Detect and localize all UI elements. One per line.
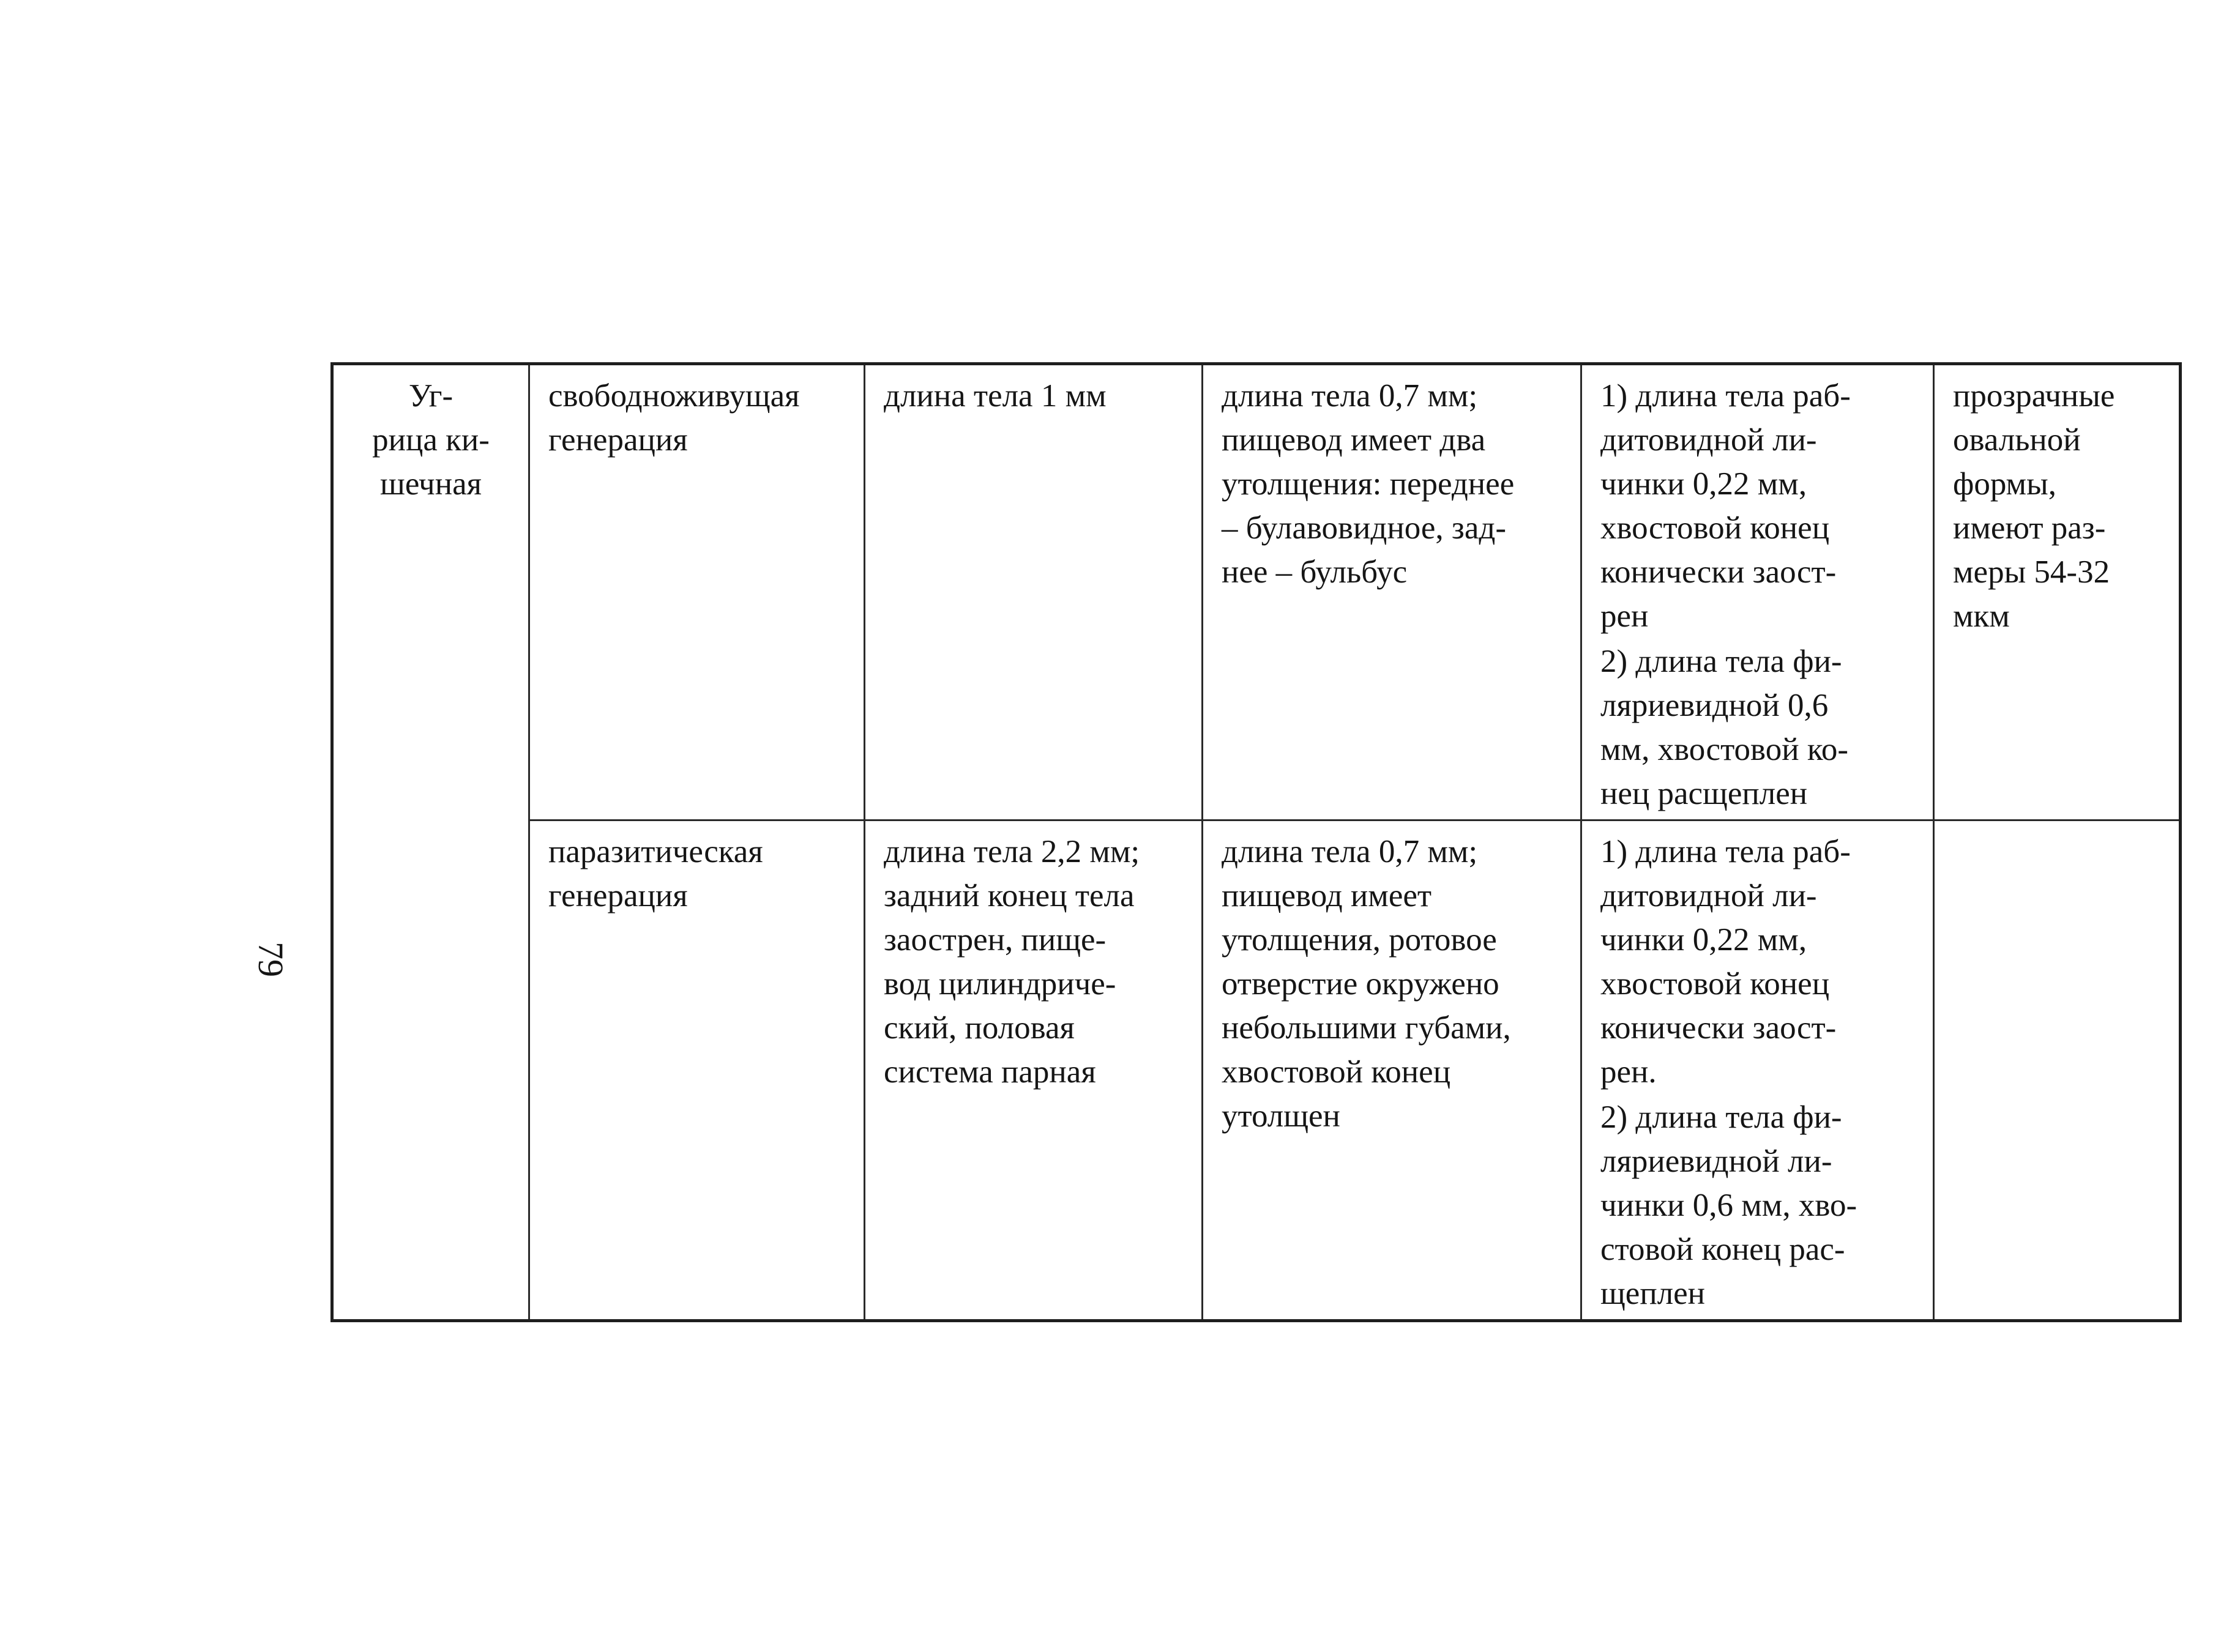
cell-text-line: небольшими губами, [1222,1010,1511,1046]
cell-text-line: длина тела 1 мм [884,378,1107,414]
cell-text-line: дитовидной ли- [1600,878,1817,913]
cell-text-line: хвостовой конец [1600,966,1830,1002]
female-description-cell [865,820,1203,1321]
cell-text-line: стовой конец рас- [1600,1232,1845,1267]
cell-text-line: отверстие окружено [1222,966,1499,1002]
cell-text-line: длина тела 0,7 мм; [1222,378,1478,414]
cell-text-line: имеют раз- [1953,510,2106,546]
female-description-cell [865,364,1203,820]
cell-text-line: пищевод имеет [1222,878,1432,913]
species-cell [332,364,529,1321]
cell-text-line: 2) длина тела фи- [1600,644,1842,679]
cell-text-line: хвостовой конец [1600,510,1830,546]
larvae-description-cell [1581,820,1934,1321]
cell-text-line: заострен, пище- [884,922,1107,958]
cell-text-line: конически заост- [1600,1010,1837,1046]
cell-text-line: 1) длина тела раб- [1600,834,1851,869]
species-name-line: Уг- [408,378,454,414]
larva-paragraph [1600,374,1922,638]
cell-text-line: длина тела 2,2 мм; [884,834,1140,869]
cell-text-line: меры 54-32 [1953,554,2110,590]
cell-text-line: формы, [1953,466,2056,502]
cell-text-line: рен. [1600,1054,1657,1090]
cell-text-line: утолщен [1222,1098,1340,1134]
cell-text-line: чинки 0,6 мм, хво- [1600,1188,1857,1223]
cell-text-line: вод цилиндриче- [884,966,1116,1002]
cell-text-line: прозрачные [1953,378,2115,414]
cell-text-line: хвостовой конец [1222,1054,1451,1090]
cell-text-line: ляриевидной 0,6 [1600,688,1829,723]
table-row [332,820,2181,1321]
cell-text-line: 2) длина тела фи- [1600,1099,1842,1135]
larva-paragraph [1600,830,1922,1094]
cell-text-line: чинки 0,22 мм, [1600,466,1807,502]
cell-text-line: генерация [548,878,688,913]
male-description-cell [1203,820,1581,1321]
cell-text-line: задний конец тела [884,878,1135,913]
cell-text-line: ский, половая [884,1010,1075,1046]
cell-text-line: паразитическая [548,834,763,869]
cell-text-line: генерация [548,422,688,458]
cell-text-line: нее – бульбус [1222,554,1408,590]
table-row [332,364,2181,820]
larva-paragraph [1600,1095,1922,1315]
cell-text-line: мм, хвостовой ко- [1600,732,1849,767]
cell-text-line: свободноживущая [548,378,800,414]
male-description-cell [1203,364,1581,820]
larvae-description-cell [1581,364,1934,820]
generation-cell [529,820,865,1321]
cell-text-line: овальной [1953,422,2081,458]
eggs-description-cell [1934,364,2181,820]
page-number: 79 [251,942,291,977]
larva-paragraph [1600,639,1922,816]
cell-text-line: система парная [884,1054,1096,1090]
cell-text-line: утолщения: переднее [1222,466,1515,502]
cell-text-line: – булавовидное, зад- [1222,510,1506,546]
generation-cell [529,364,865,820]
cell-text-line: пищевод имеет два [1222,422,1486,458]
cell-text-line: длина тела 0,7 мм; [1222,834,1478,869]
cell-text-line: мкм [1953,598,2010,634]
cell-text-line: нец расщеплен [1600,776,1808,811]
cell-text-line: конически заост- [1600,554,1837,590]
parasite-description-table [330,362,2182,1322]
cell-text-line: ляриевидной ли- [1600,1144,1832,1179]
cell-text-line: чинки 0,22 мм, [1600,922,1807,958]
cell-text-line: утолщения, ротовое [1222,922,1497,958]
cell-text-line: дитовидной ли- [1600,422,1817,458]
cell-text-line: рен [1600,598,1649,634]
species-name-line: шечная [380,466,482,502]
species-name-line: рица ки- [372,422,490,458]
eggs-description-cell [1934,820,2181,1321]
cell-text-line: 1) длина тела раб- [1600,378,1851,414]
cell-text-line: щеплен [1600,1276,1706,1311]
